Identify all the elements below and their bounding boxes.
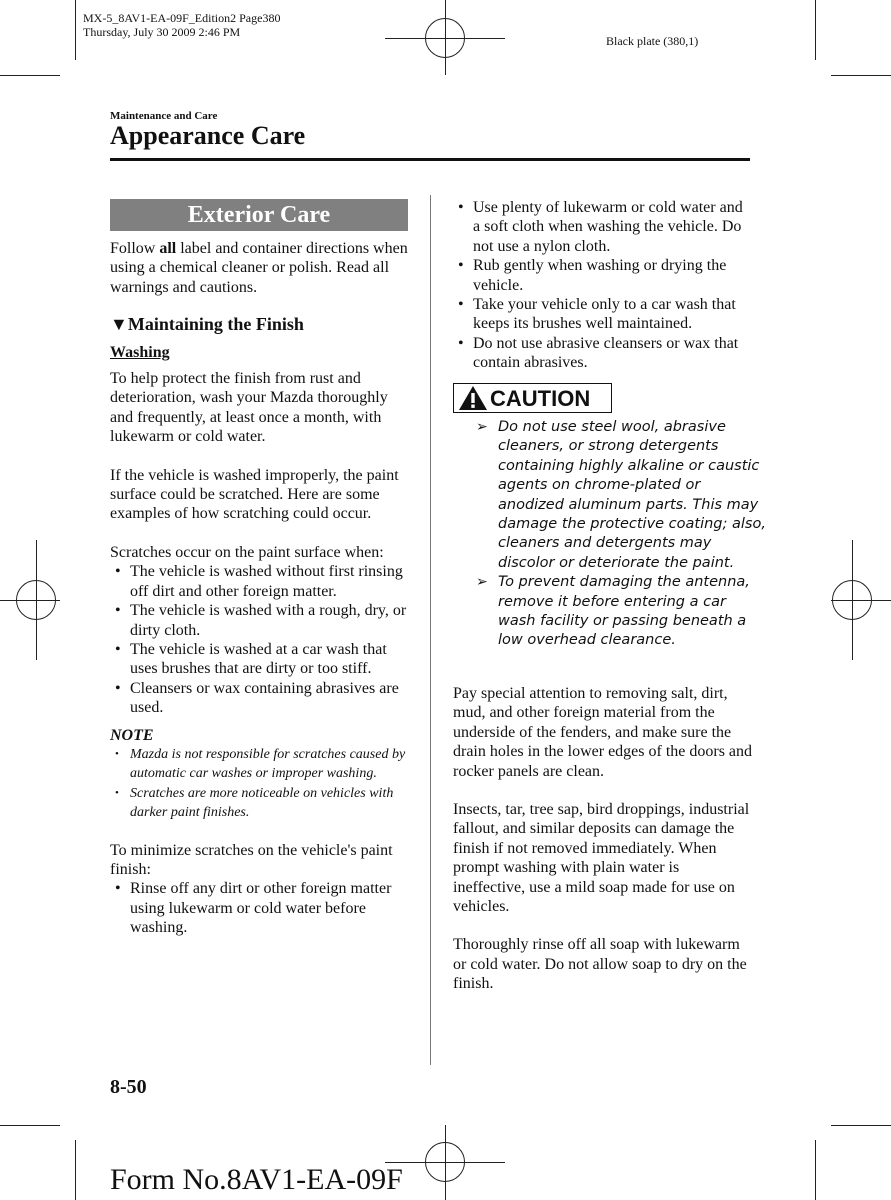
scratch-causes-list xyxy=(110,562,408,717)
note-list xyxy=(110,745,408,823)
crop-mark xyxy=(831,1125,891,1126)
subhead-maintaining-finish: ▼Maintaining the Finish xyxy=(110,314,304,335)
paragraph: Insects, tar, tree sap, bird droppings, industrial fallout, and similar deposits can damage the finish if not removed immediately. When prompt washing with plain water is ineffective, use a mild soap made for use on vehicles. xyxy=(453,801,750,916)
right-column-top xyxy=(453,198,753,373)
page-title: Appearance Care xyxy=(110,121,306,150)
washing-tips-list xyxy=(453,198,753,373)
form-number: Form No.8AV1-EA-09F xyxy=(110,1163,403,1196)
list-item: • Cleansers or wax containing abrasives are used. xyxy=(110,679,408,718)
warning-triangle-icon xyxy=(458,385,488,411)
file-info xyxy=(83,11,280,39)
arrow-bullet-icon: ➢ xyxy=(476,419,488,435)
paragraph: Thoroughly rinse off all soap with lukewarm or cold water. Do not allow soap to dry on the finish. xyxy=(453,936,747,993)
paragraph: Pay special attention to removing salt, dirt, mud, and other foreign material from the underside of the fenders, and make sure the drain holes in the lower edges of the doors and rocker panels are clean. xyxy=(453,685,753,780)
title-rule xyxy=(110,158,750,161)
intro-paragraph: Follow all label and container directions when using a chemical cleaner or polish. Read all warnings and cautions. xyxy=(110,240,408,296)
right-column-bottom xyxy=(453,684,753,994)
paragraph: Scratches occur on the paint surface when: xyxy=(110,543,384,561)
crop-mark xyxy=(815,1140,816,1200)
minimize-scratches-list xyxy=(110,879,408,937)
caution-list xyxy=(476,418,766,651)
left-column xyxy=(110,199,408,938)
file-name: MX-5_8AV1-EA-09F_Edition2 Page380 xyxy=(83,11,281,25)
caution-label-box xyxy=(453,383,612,413)
list-item: • Use plenty of lukewarm or cold water and a soft cloth when washing the vehicle. Do not use a nylon cloth. xyxy=(453,198,753,256)
paragraph: To help protect the finish from rust and deterioration, wash your Mazda thoroughly and frequently, at least once a month, with lukewarm or cold water. xyxy=(110,370,388,446)
page-number: 8-50 xyxy=(110,1076,147,1098)
list-item: • Rub gently when washing or drying the vehicle. xyxy=(453,256,753,295)
caution-item: ➢ To prevent damaging the antenna, remove it before entering a car wash facility or passing beneath a low overhead clearance. xyxy=(476,574,750,649)
washing-heading: Washing xyxy=(110,343,170,361)
registration-line xyxy=(852,540,853,660)
list-item: • Take your vehicle only to a car wash that keeps its brushes well maintained. xyxy=(453,295,753,334)
list-item: • Rinse off any dirt or other foreign matter using lukewarm or cold water before washing. xyxy=(110,879,408,937)
crop-mark xyxy=(831,75,891,76)
crop-mark xyxy=(0,1125,60,1126)
registration-line xyxy=(831,600,891,601)
paragraph: If the vehicle is washed improperly, the paint surface could be scratched. Here are some examples of how scratching could occur. xyxy=(110,466,399,523)
list-item: • The vehicle is washed at a car wash that uses brushes that are dirty or too stiff. xyxy=(110,640,408,679)
registration-line xyxy=(445,0,446,75)
crop-mark xyxy=(75,1140,76,1200)
note-heading: NOTE xyxy=(110,726,154,744)
registration-line xyxy=(445,1125,446,1200)
arrow-bullet-icon: ➢ xyxy=(476,574,488,591)
caution-item: ➢ Do not use steel wool, abrasive cleaners, or strong detergents containing highly alkaline or caustic agents on chrome-plated or anodized aluminum parts. This may damage the protective coating; also, cleaners and detergents may discolor or deteriorate the paint. xyxy=(476,419,766,571)
note-item: • Scratches are more noticeable on vehicles with darker paint finishes. xyxy=(110,784,408,823)
section-label: Maintenance and Care xyxy=(110,110,218,122)
plate-label: Black plate (380,1) xyxy=(606,34,699,48)
print-date: Thursday, July 30 2009 2:46 PM xyxy=(83,25,241,39)
list-item: • The vehicle is washed without first rinsing off dirt and other foreign matter. xyxy=(110,562,408,601)
exterior-care-banner: Exterior Care xyxy=(110,199,408,231)
caution-label: CAUTION xyxy=(490,386,591,411)
registration-line xyxy=(36,540,37,660)
list-item: • Do not use abrasive cleansers or wax that contain abrasives. xyxy=(453,334,753,373)
registration-line xyxy=(0,600,60,601)
paragraph: To minimize scratches on the vehicle's paint finish: xyxy=(110,841,393,878)
column-divider xyxy=(430,195,431,1065)
crop-mark xyxy=(75,0,76,60)
crop-mark xyxy=(0,75,60,76)
crop-mark xyxy=(815,0,816,60)
list-item: • The vehicle is washed with a rough, dry, or dirty cloth. xyxy=(110,601,408,640)
triangle-down-icon: ▼ xyxy=(110,314,128,335)
note-item: • Mazda is not responsible for scratches caused by automatic car washes or improper washing. xyxy=(110,745,408,784)
